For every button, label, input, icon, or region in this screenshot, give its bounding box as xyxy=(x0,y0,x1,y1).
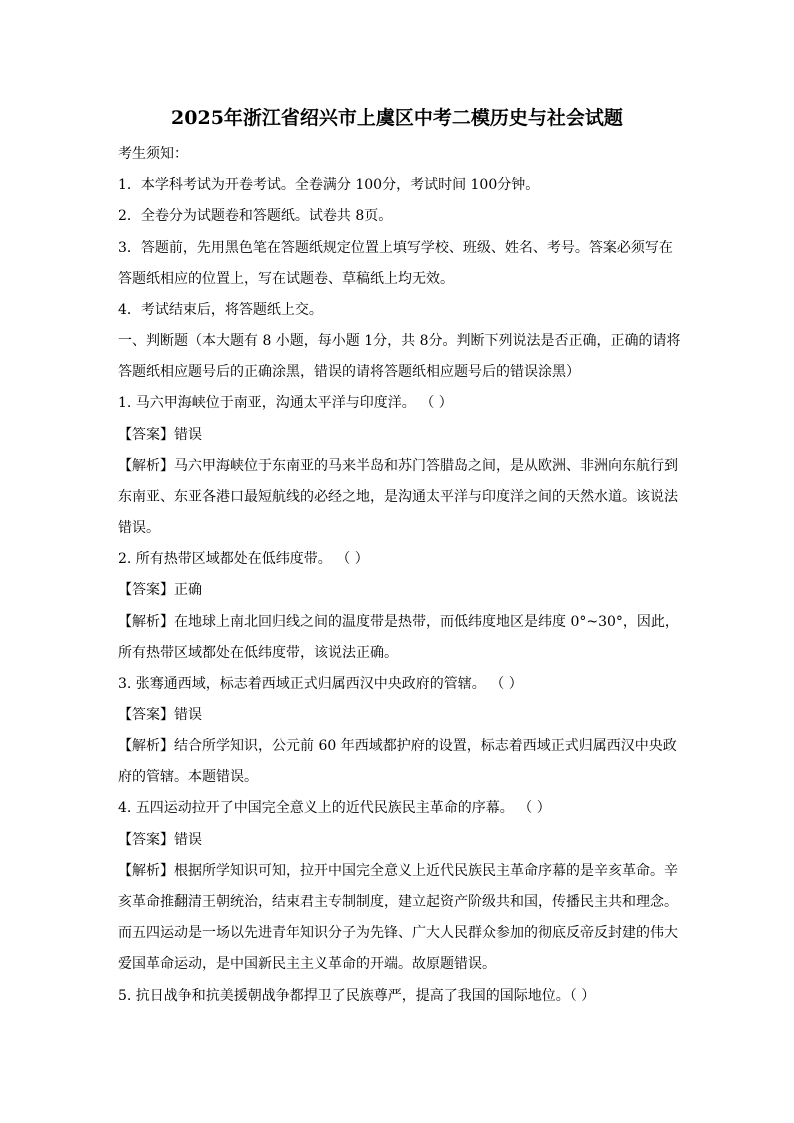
question-4-analysis-line-3: 而五四运动是一场以先进青年知识分子为先锋、广大人民群众参加的彻底反帝反封建的伟大 xyxy=(118,925,678,941)
notice-item-2: 2．全卷分为试题卷和答题纸。试卷共 8页。 xyxy=(118,208,393,224)
question-1-answer: 【答案】错误 xyxy=(118,427,202,443)
question-5: 5. 抗日战争和抗美援朝战争都捍卫了民族尊严，提高了我国的国际地位。（ ） xyxy=(118,988,596,1004)
question-4-analysis-line-1: 【解析】根据所学知识可知，拉开中国完全意义上近代民族民主革命序幕的是辛亥革命。辛 xyxy=(118,863,678,879)
question-1-analysis-line-2: 东南亚、东亚各港口最短航线的必经之地，是沟通太平洋与印度洋之间的天然水道。该说法 xyxy=(118,489,678,505)
question-1: 1. 马六甲海峡位于南亚，沟通太平洋与印度洋。 （ ） xyxy=(118,395,453,411)
question-4: 4. 五四运动拉开了中国完全意义上的近代民族民主革命的序幕。 （ ） xyxy=(118,800,551,816)
notice-item-1: 1．本学科考试为开卷考试。全卷满分 100分，考试时间 100分钟。 xyxy=(118,177,540,193)
question-4-analysis-line-2: 亥革命推翻清王朝统治，结束君主专制制度，建立起资产阶级共和国，传播民主共和理念。 xyxy=(118,894,678,910)
question-2-analysis-line-1: 【解析】在地球上南北回归线之间的温度带是热带，而低纬度地区是纬度 0°~30°，因此， xyxy=(118,614,679,630)
question-4-analysis-line-4: 爱国革命运动，是中国新民主主义革命的开端。故原题错误。 xyxy=(118,956,496,972)
notice-item-4: 4．考试结束后，将答题纸上交。 xyxy=(118,302,323,318)
notice-heading: 考生须知： xyxy=(118,146,188,162)
section-instructions-line-1: 一、判断题（本大题有 8 小题，每小题 1分，共 8分。判断下列说法是否正确，正确的请将 xyxy=(118,333,681,349)
question-1-analysis-line-1: 【解析】马六甲海峡位于东南亚的马来半岛和苏门答腊岛之间，是从欧洲、非洲向东航行到 xyxy=(118,458,678,474)
question-3: 3. 张骞通西域，标志着西域正式归属西汉中央政府的管辖。 （ ） xyxy=(118,676,523,692)
question-4-answer: 【答案】错误 xyxy=(118,832,202,848)
question-3-answer: 【答案】错误 xyxy=(118,707,202,723)
question-1-analysis-line-3: 错误。 xyxy=(118,520,160,536)
question-2: 2. 所有热带区域都处在低纬度带。 （ ） xyxy=(118,551,369,567)
notice-item-3-continued: 答题纸相应的位置上，写在试题卷、草稿纸上均无效。 xyxy=(118,271,454,287)
question-3-analysis-line-2: 府的管辖。本题错误。 xyxy=(118,769,258,785)
question-3-analysis-line-1: 【解析】结合所学知识，公元前 60 年西域都护府的设置，标志着西域正式归属西汉中央政 xyxy=(118,738,677,754)
notice-item-3: 3．答题前，先用黑色笔在答题纸规定位置上填写学校、班级、姓名、考号。答案必须写在 xyxy=(118,240,673,256)
document-title: 2025年浙江省绍兴市上虞区中考二模历史与社会试题 xyxy=(171,107,623,129)
section-instructions-line-2: 答题纸相应题号后的正确涂黑，错误的请将答题纸相应题号后的错误涂黑） xyxy=(118,364,580,380)
question-2-answer: 【答案】正确 xyxy=(118,582,202,598)
question-2-analysis-line-2: 所有热带区域都处在低纬度带，该说法正确。 xyxy=(118,645,398,661)
